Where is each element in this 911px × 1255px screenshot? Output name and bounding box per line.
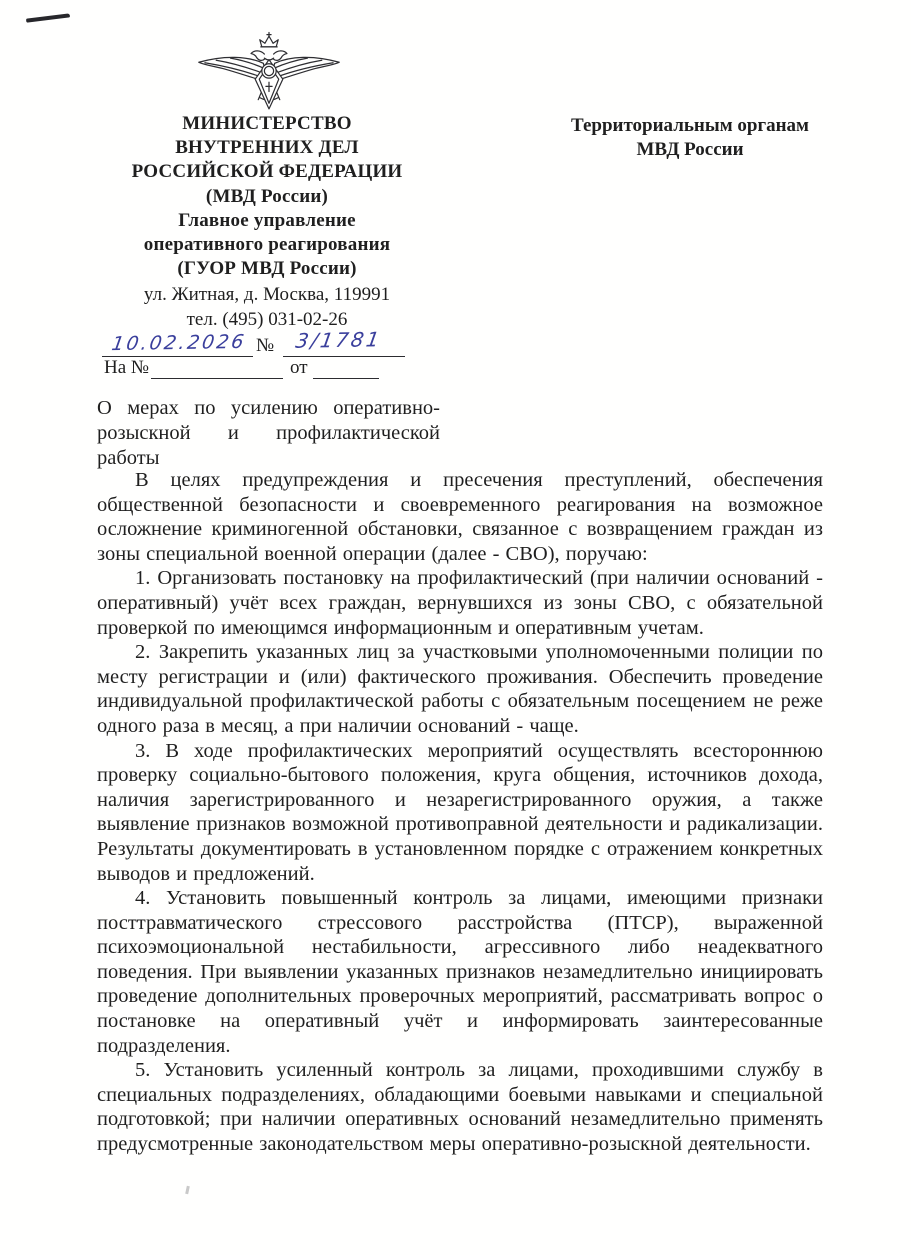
addressee-line: МВД России (636, 138, 744, 160)
pen-mark-icon (26, 13, 70, 22)
incoming-from-label: от (290, 357, 308, 378)
body-paragraph-intro: В целях предупреждения и пресечения преступлений, обеспечения общественной безопасности и своевременного реагирования на возможное осложнение криминогенной обстановки, связанное с возвращением граждан из зоны специальной военной операции (далее - СВО), поручаю: (97, 469, 823, 565)
addressee-line: Территориальным органам (571, 115, 809, 136)
outgoing-number-handwritten: 3/1781 (293, 327, 384, 353)
contact-block (93, 282, 441, 332)
org-name-line: РОССИЙСКОЙ ФЕДЕРАЦИИ (131, 161, 403, 183)
org-name-line: ВНУТРЕННИХ ДЕЛ (175, 137, 359, 159)
incoming-number-label: На № (104, 357, 150, 378)
org-name-line: (МВД России) (205, 185, 329, 207)
phone-line: тел. (495) 031-02-26 (186, 309, 348, 330)
org-name-line: МИНИСТЕРСТВО (182, 113, 352, 134)
letter-body (97, 468, 823, 1157)
mvd-eagle-emblem-icon (194, 31, 344, 113)
body-paragraph-item-3: 3. В ходе профилактических мероприятий осуществлять всестороннюю проверку социально-бытового положения, круга общения, источников дохода, наличия зарегистрированного и незарегистрированного оружия, а также выявление признаков возможной противоправной деятельности и радикализации. Результаты документировать в установленном порядке с отражением конкретных выводов и предложений. (97, 739, 823, 885)
address-line: ул. Житная, д. Москва, 119991 (143, 284, 391, 305)
org-unit-line: оперативного реагирования (143, 234, 391, 256)
org-unit-line: Главное управление (178, 209, 356, 231)
incoming-number-underline (151, 378, 283, 379)
incoming-from-underline (313, 378, 379, 379)
org-unit-line: (ГУОР МВД России) (177, 258, 357, 280)
scan-artifact (185, 1186, 190, 1194)
body-paragraph-item-2: 2. Закрепить указанных лиц за участковыми уполномоченными полиции по месту регистрации и (или) фактического проживания. Обеспечить проведение индивидуальной профилактической работы с обязательным посещением не реже одного раза в месяц, а при наличии оснований - чаще. (97, 641, 823, 737)
subject-text: О мерах по усилению оперативно-розыскной и профилактической работы (97, 397, 440, 469)
body-paragraph-item-5: 5. Установить усиленный контроль за лицами, проходившими службу в специальных подразделениях, обладающими боевыми навыками и специальной подготовкой; при наличии оперативных оснований незамедлительно применять предусмотренные законодательством меры оперативно-розыскной деятельности. (97, 1059, 823, 1156)
addressee-block (545, 114, 835, 161)
body-paragraph-item-4: 4. Установить повышенный контроль за лицами, имеющими признаки посттравматического стрессового расстройства (ПТСР), выраженной психоэмоциональной нестабильности, агрессивного либо неадекватного поведения. При выявлении указанных признаков незамедлительно инициировать проведение дополнительных проверочных мероприятий, рассматривать вопрос о постановке на оперативный учёт и информировать заинтересованные подразделения. (97, 887, 823, 1057)
number-sign: № (256, 335, 275, 356)
outgoing-date-handwritten: 10.02.2026 (110, 330, 248, 356)
organization-name-block (93, 112, 441, 281)
body-paragraph-item-1: 1. Организовать постановку на профилактический (при наличии оснований - оперативный) учёт всех граждан, вернувшихся из зоны СВО, с обязательной проверкой по имеющимся информационным и оперативным учетам. (97, 567, 823, 639)
